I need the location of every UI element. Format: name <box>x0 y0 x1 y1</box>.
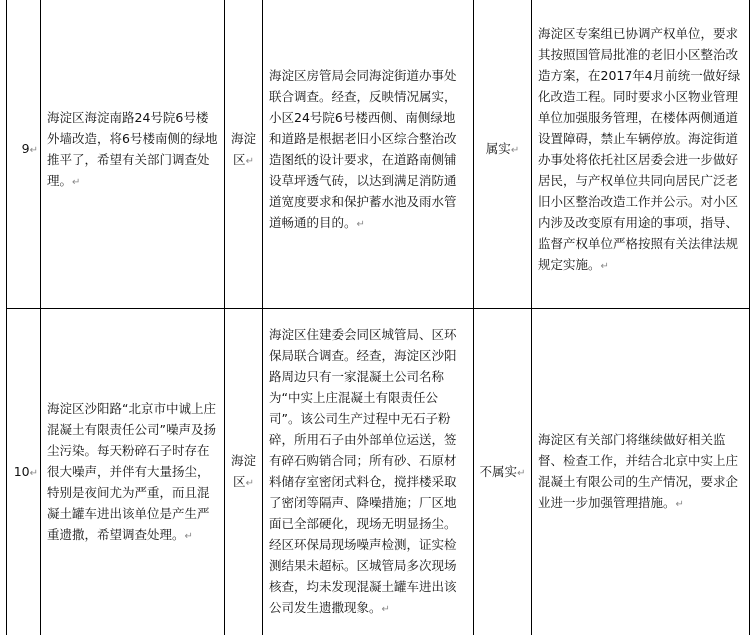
verdict-cell: 不属实↵ <box>474 309 532 635</box>
row-number-cell: 10↵ <box>7 309 41 635</box>
row-number-cell: 9↵ <box>7 0 41 309</box>
complaint-cell: 海淀区海淀南路24号院6号楼外墙改造，将6号楼南侧的绿地推平了，希望有关部门调查处理。↵ <box>41 0 225 309</box>
measures-cell: 海淀区专案组已协调产权单位，要求其按照国管局批准的老旧小区整治改造方案，在2017年4月前统一做好绿化改造工程。同时要求小区物业管理单位加强服务管理，在楼体两侧通道设置障碍，禁止车辆停放。海淀街道办事处将依托社区居委会进一步做好居民，与产权单位共同向居民广泛老旧小区整治改造工作并公示。对小区内涉及改变原有用途的事项，指导、监督产权单位严格按照有关法律法规规定实施。↵ <box>532 0 750 309</box>
verdict-cell: 属实↵ <box>474 0 532 309</box>
district-cell: 海淀区↵ <box>225 0 263 309</box>
measures-cell: 海淀区有关部门将继续做好相关监督、检查工作，并结合北京中实上庄混凝土有限公司的生产情况，要求企业进一步加强管理措施。↵ <box>532 309 750 635</box>
investigation-cell: 海淀区房管局会同海淀街道办事处联合调查。经查，反映情况属实，小区24号院6号楼西侧、南侧绿地和道路是根据老旧小区综合整治改造图纸的设计要求，在道路南侧铺设草坪透气砖，以达到满足消防通道宽度要求和保护蓄水池及雨水管道畅通的目的。↵ <box>263 0 474 309</box>
complaint-cell: 海淀区沙阳路“北京市中诚上庄混凝土有限责任公司”噪声及扬尘污染。每天粉碎石子时存在很大噪声，并伴有大量扬尘，特别是夜间尤为严重，而且混凝土罐车进出该单位是产生严重遗撒，希望调查处理。↵ <box>41 309 225 635</box>
district-cell: 海淀区↵ <box>225 309 263 635</box>
table-row <box>7 0 750 309</box>
complaint-table <box>6 0 750 635</box>
table-row <box>7 309 750 635</box>
investigation-cell: 海淀区住建委会同区城管局、区环保局联合调查。经查，海淀区沙阳路周边只有一家混凝土公司名称为“中实上庄混凝土有限责任公司”。该公司生产过程中无石子粉碎，所用石子由外部单位运送，签有碎石购销合同；所有砂、石原材料储存室密闭式料仓，搅拌楼采取了密闭等隔声、降噪措施；厂区地面已全部硬化，现场无明显扬尘。经区环保局现场噪声检测，证实检测结果未超标。区城管局多次现场核查，均未发现混凝土罐车进出该公司发生遗撒现象。↵ <box>263 309 474 635</box>
